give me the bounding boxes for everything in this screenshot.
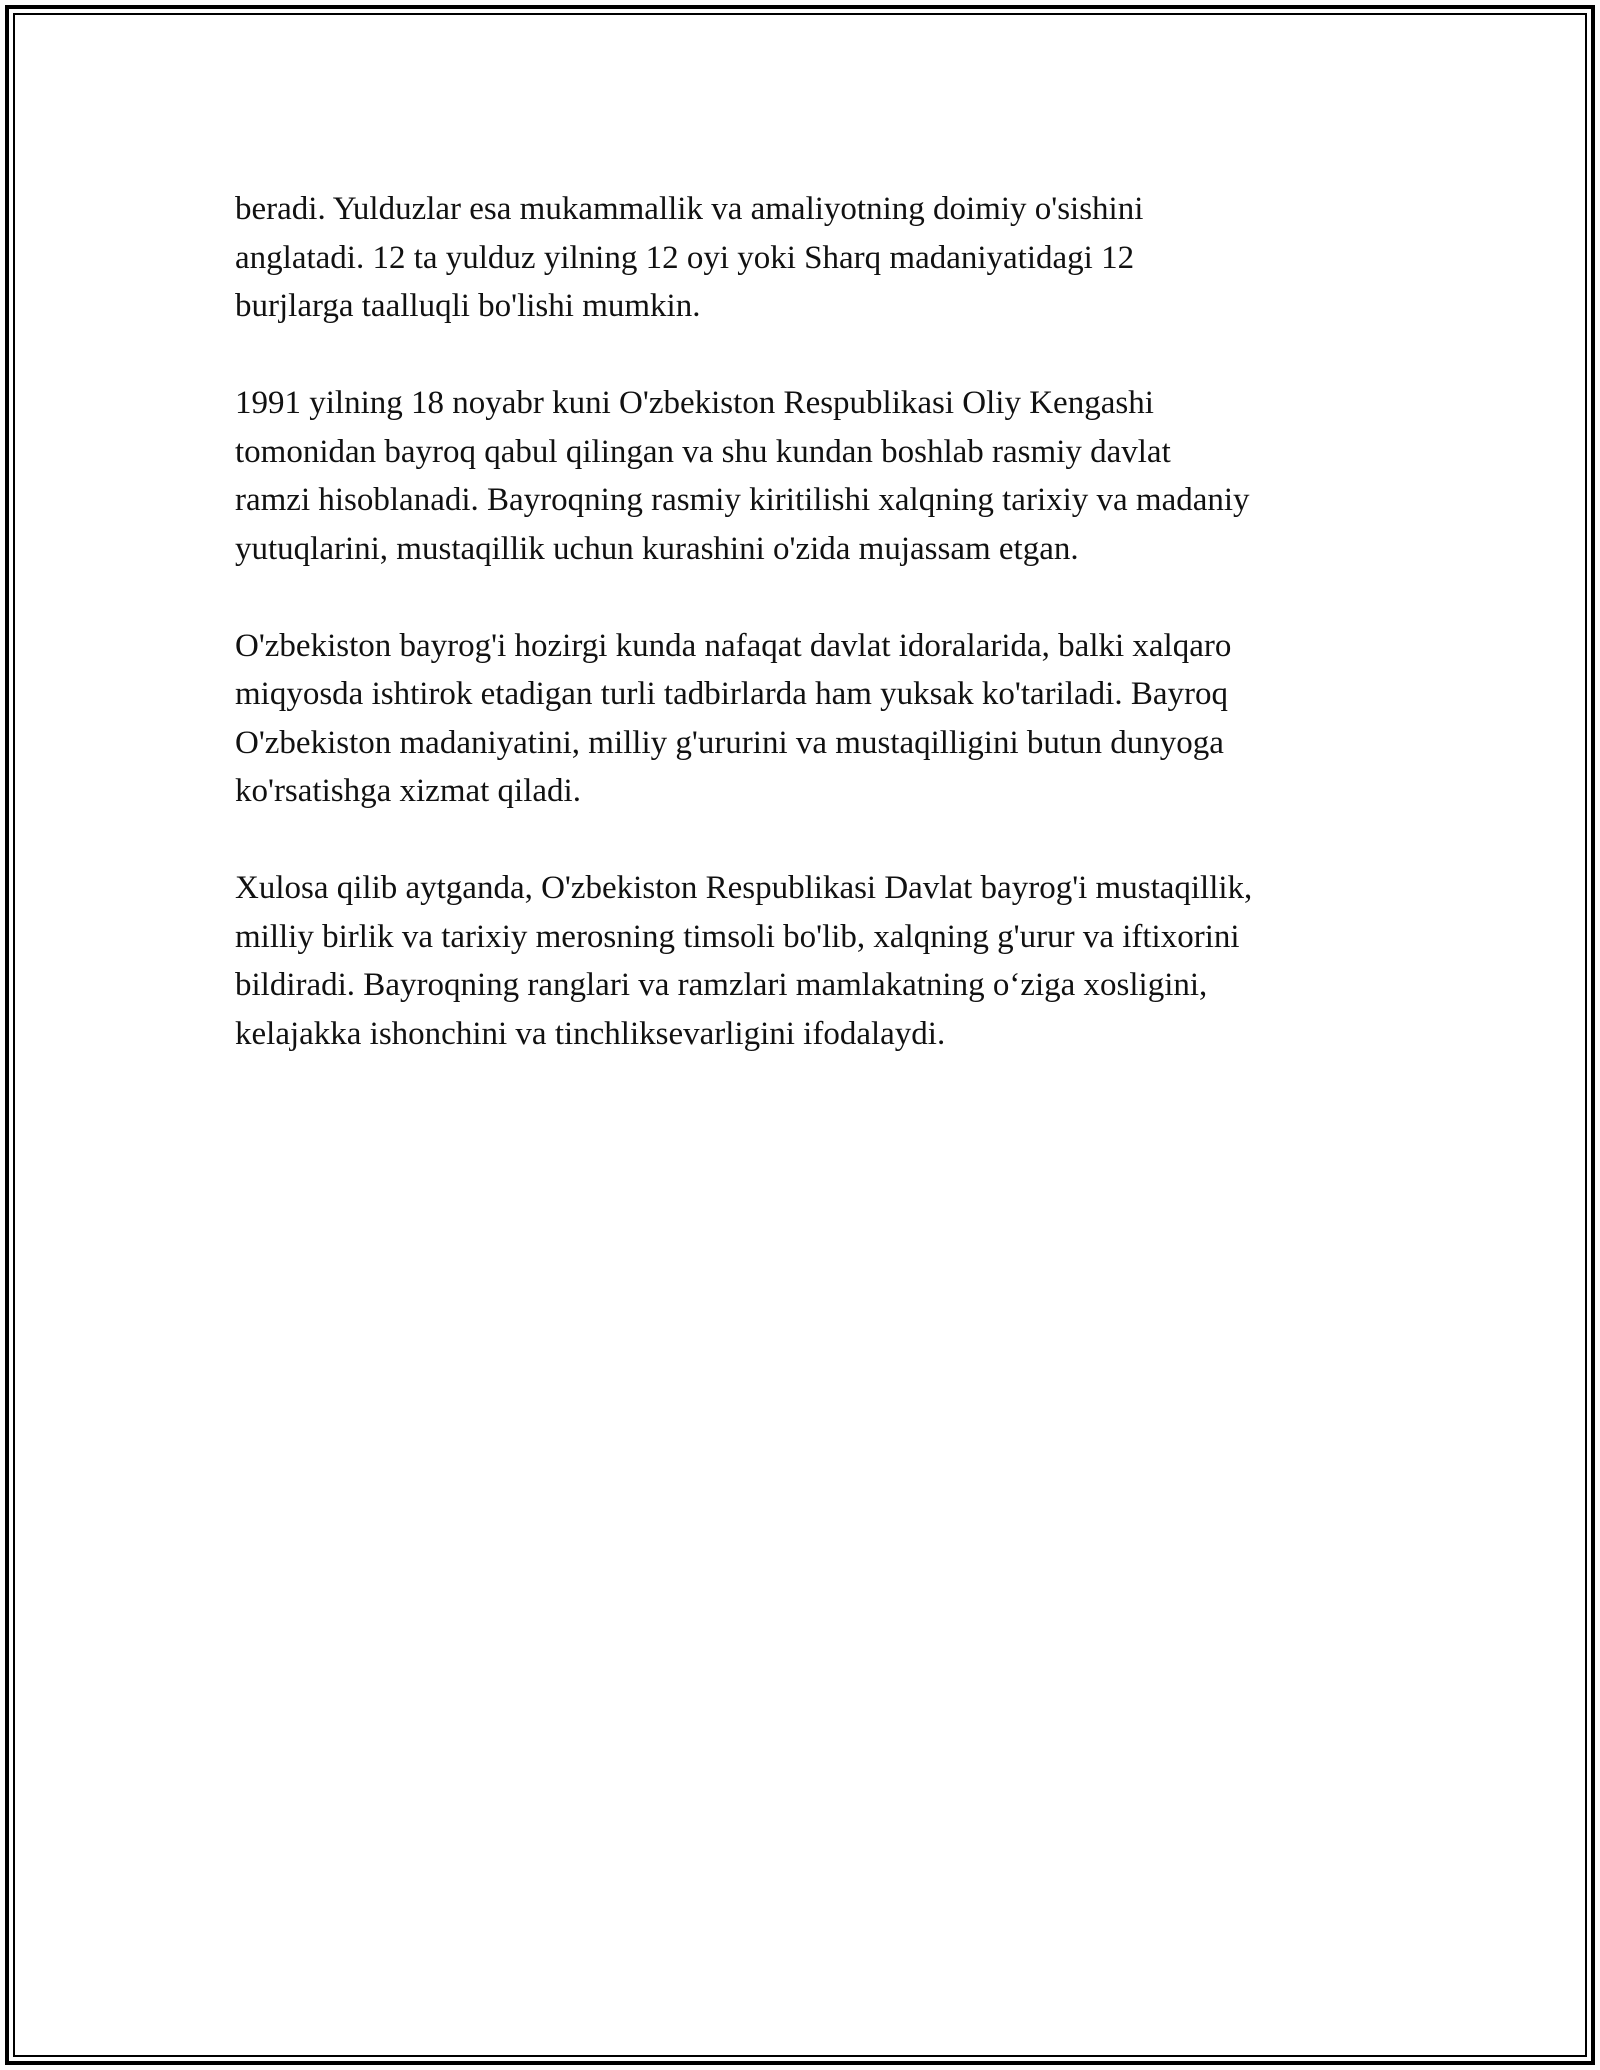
text-line: beradi. Yulduzlar esa mukammallik va amaliyotning doimiy o'sishini bbox=[235, 191, 1144, 227]
text-line: O'zbekiston bayrog'i hozirgi kunda nafaqat davlat idoralarida, balki xalqaro bbox=[235, 627, 1232, 664]
text-line: milliy birlik va tarixiy merosning timsoli bo'lib, xalqning g'urur va iftixorini bbox=[235, 918, 1240, 955]
text-line: kelajakka ishonchini va tinchliksevarligini ifodalaydi. bbox=[235, 1015, 946, 1052]
text-line: yutuqlarini, mustaqillik uchun kurashini o'zida mujassam etgan. bbox=[235, 530, 1079, 567]
text-line: ramzi hisoblanadi. Bayroqning rasmiy kiritilishi xalqning tarixiy va madaniy bbox=[235, 482, 1250, 518]
paragraph-2 bbox=[235, 379, 1395, 573]
text-line: O'zbekiston madaniyatini, milliy g'ururini va mustaqilligini butun dunyoga bbox=[235, 724, 1224, 761]
document-body bbox=[235, 185, 1395, 1107]
text-line: bildiradi. Bayroqning ranglari va ramzlari mamlakatning o‘ziga xosligini, bbox=[235, 967, 1208, 1003]
text-line: ko'rsatishga xizmat qiladi. bbox=[235, 773, 581, 809]
text-line: anglatadi. 12 ta yulduz yilning 12 oyi yoki Sharq madaniyatidagi 12 bbox=[235, 239, 1135, 276]
text-line: burjlarga taalluqli bo'lishi mumkin. bbox=[235, 288, 701, 324]
text-line: Xulosa qilib aytganda, O'zbekiston Respublikasi Davlat bayrog'i mustaqillik, bbox=[235, 870, 1253, 906]
paragraph-3 bbox=[235, 622, 1395, 816]
paragraph-4 bbox=[235, 864, 1395, 1058]
paragraph-1 bbox=[235, 185, 1395, 331]
text-line: tomonidan bayroq qabul qilingan va shu kundan boshlab rasmiy davlat bbox=[235, 433, 1171, 470]
text-line: 1991 yilning 18 noyabr kuni O'zbekiston Respublikasi Oliy Kengashi bbox=[235, 385, 1154, 421]
text-line: miqyosda ishtirok etadigan turli tadbirlarda ham yuksak ko'tariladi. Bayroq bbox=[235, 676, 1228, 712]
